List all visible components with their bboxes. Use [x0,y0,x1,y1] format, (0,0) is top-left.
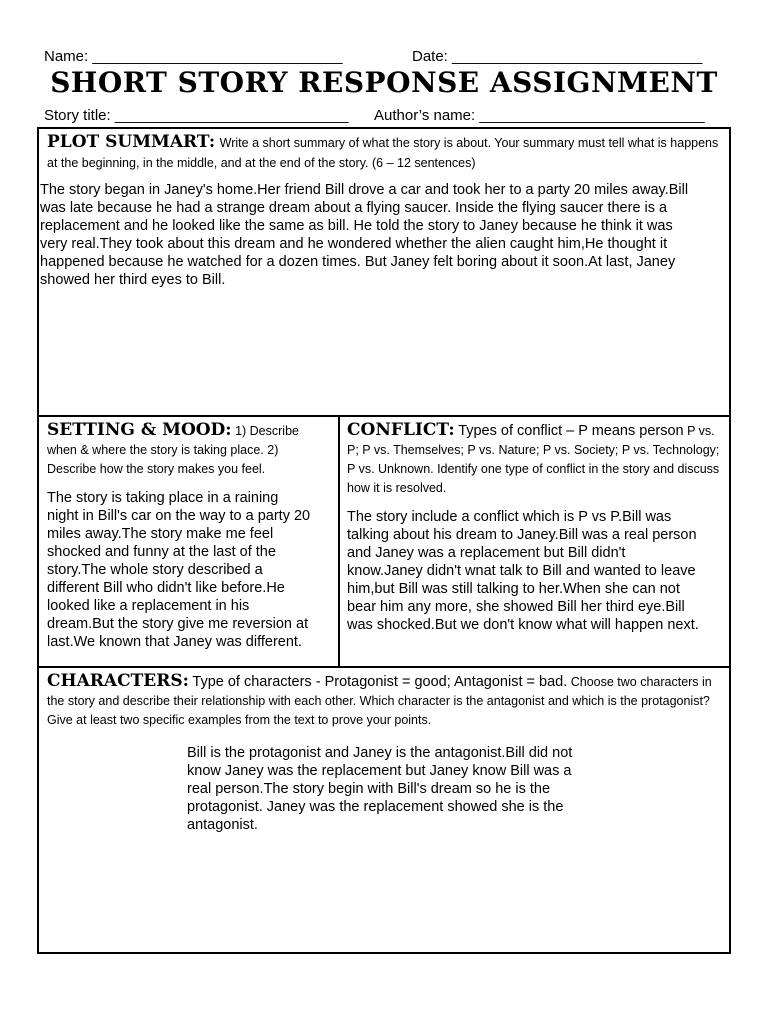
conflict-prompt [340,417,729,498]
plot-summary-instructions: Write a short summary of what the story is about. Your summary must tell what is happens at the beginning, in the middle, and at the end of the story. (6 – 12 sentences) [47,136,719,170]
characters-prompt [39,668,729,730]
plot-summary-section [37,127,731,417]
characters-instructions: Choose two characters in the story and describe their relationship with each other. Which character is the antagonist and which is the protagonist? Give at least two specific examples from the text to prove your points. [47,675,712,727]
conflict-answer[interactable]: The story include a conflict which is P vs P.Bill was talking about his dream to Janey.Bill was a real person and Janey was a replacement but Bill didn't know.Janey didn't wnat talk to Bill and wanted to leave him,but Bill was still talking to her.When she can not bear him any more, she showed Bill her third eye.Bill was shocked.But we don't know what will happen next. [347,509,699,633]
setting-mood-section [37,415,340,668]
plot-summary-prompt [39,129,729,173]
setting-mood-answer[interactable]: The story is taking place in a raining night in Bill's car on the way to a party 20 miles away.The story make me feel shocked and funny at the last of the story.The whole story described a different Bill who didn't like before.He looked like a replacement in his dream.But the story give me reversion at last.We known that Janey was different. [47,490,311,650]
characters-answer[interactable]: Bill is the protagonist and Janey is the antagonist.Bill did not know Janey was the replacement but Janey know Bill was a real person.The story begin with Bill's dream so he is the protagonist. Janey was the replacement showed she is the antagonist. [187,745,573,833]
plot-summary-answer[interactable]: The story began in Janey's home.Her friend Bill drove a car and took her to a party 20 miles away.Bill was late because he had a strange dream about a flying saucer. Inside the flying saucer there is a replacement and he looked like the same as bill. He told the story to Janey because he think it was very real.They took about this dream and he wondered whether the alien caught him,He thought it happened because he watched for a dozen times. But Janey felt boring about it soon.At last, Janey showed her third eyes to Bill. [40,182,689,288]
page-title: SHORT STORY RESPONSE ASSIGNMENT [50,66,718,99]
setting-mood-instructions: 1) Describe when & where the story is taking place. 2) Describe how the story makes you feel. [47,424,299,476]
conflict-section [338,415,731,668]
setting-mood-prompt [39,417,338,479]
setting-mood-heading: SETTING & MOOD: [47,420,232,440]
characters-heading: CHARACTERS: [47,671,189,691]
conflict-instructions: P vs. P; P vs. Themselves; P vs. Nature; P vs. Society; P vs. Technology; P vs. Unknown. Identify one type of conflict in the story and discuss how it is resolved. [347,424,720,495]
name-field-label[interactable]: Name: ______________________________ [44,48,343,65]
author-field-label[interactable]: Author’s name: ___________________________ [374,107,705,124]
characters-instructions-lead: Type of characters - Protagonist = good; Antagonist = bad. [192,674,568,690]
conflict-heading: CONFLICT: [347,420,455,440]
characters-section [37,666,731,954]
date-field-label[interactable]: Date: ______________________________ [412,48,703,65]
plot-summary-heading: PLOT SUMMART: [47,132,216,152]
conflict-instructions-lead: Types of conflict – P means person [458,423,684,439]
story-title-field-label[interactable]: Story title: ____________________________ [44,107,349,124]
